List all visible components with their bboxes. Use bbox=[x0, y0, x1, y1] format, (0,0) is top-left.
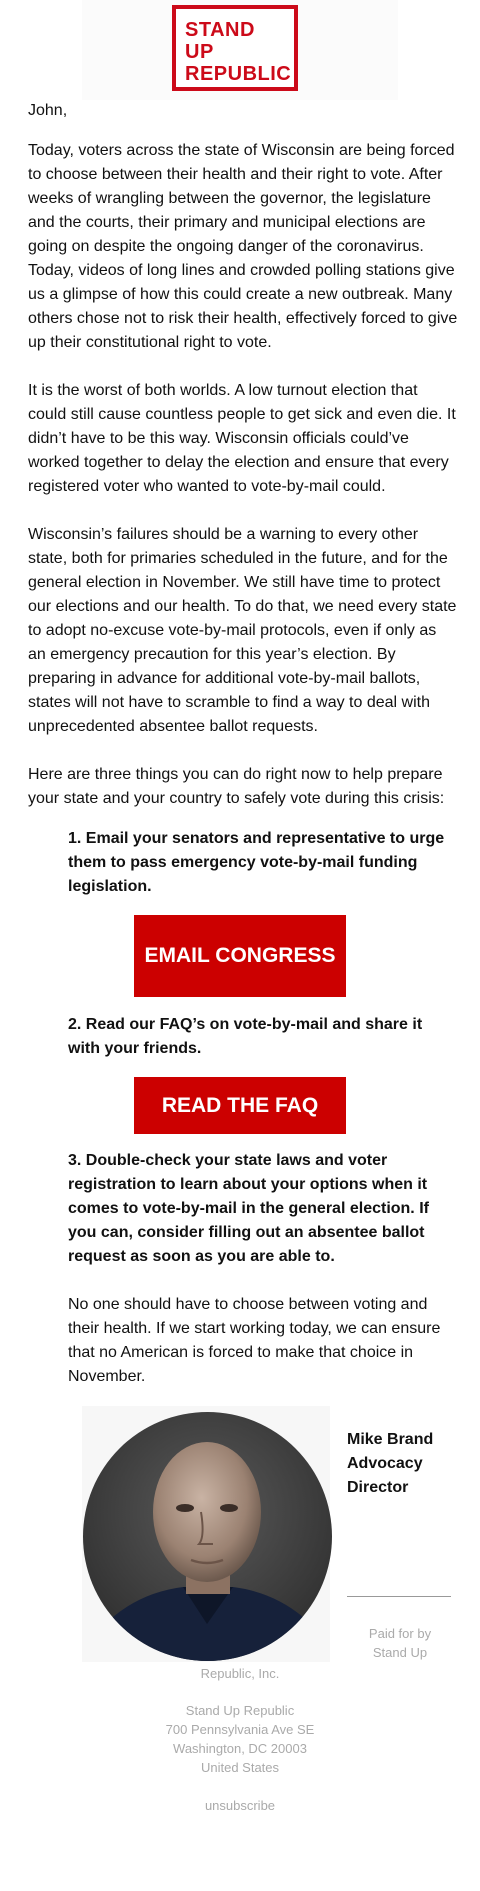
action-item-faq: 2. Read our FAQ’s on vote-by-mail and share it with your friends. bbox=[68, 1016, 423, 1057]
stand-up-republic-logo[interactable] bbox=[172, 5, 298, 91]
paid-for-disclaimer: Paid for by Stand Up bbox=[368, 1626, 432, 1660]
signature-block bbox=[347, 1428, 457, 1500]
footer-street: 700 Pennsylvania Ave SE bbox=[165, 1722, 315, 1737]
paragraph-warning: Wisconsin’s failures should be a warning to every other state, both for primaries scheduled in the future, and for the general election in November. We still have time to protect our elections and our health. To do that, we need every state to adopt no-excuse vote-by-mail protocols, even if only as an emergency precaution for this year’s election. By preparing in advance for additional vote-by-mail ballots, states will not have to scramble to find a way to deal with unprecedented absentee ballot requests. bbox=[28, 526, 457, 735]
signer-photo bbox=[83, 1412, 332, 1661]
action-item-check-laws: 3. Double-check your state laws and voter registration to learn about your options when it comes to vote-by-mail in the general election. If you can, consider filling out an absentee ballot request as soon as you are able to. bbox=[68, 1152, 429, 1265]
paragraph-worst-of-both: It is the worst of both worlds. A low turnout election that could still cause countless people to get sick and even die. It didn’t have to be this way. Wisconsin officials could’ve worked together to delay the election and ensure that every registered voter who wanted to vote-by-mail could. bbox=[28, 382, 456, 495]
footer-address bbox=[0, 1701, 480, 1777]
paragraph-intro: Today, voters across the state of Wisconsin are being forced to choose between their health and their right to vote. After weeks of wrangling between the governor, the legislature and the courts, their primary and municipal elections are going on despite the ongoing danger of the coronavirus. Today, videos of long lines and crowded polling stations give us a glimpse of how this could create a new outbreak. Many others chose not to risk their health, effectively forced to give up their constitutional right to vote. bbox=[28, 142, 458, 351]
signature-divider bbox=[347, 1596, 451, 1597]
signer-name: Mike Brand bbox=[347, 1431, 434, 1448]
header-logo-area bbox=[82, 0, 398, 100]
logo-line-up: UP bbox=[185, 41, 214, 63]
email-congress-button[interactable]: EMAIL CONGRESS bbox=[134, 915, 346, 997]
action-item-email: 1. Email your senators and representative to urge them to pass emergency vote-by-mail funding legislation. bbox=[68, 830, 445, 895]
footer-country: United States bbox=[200, 1760, 280, 1775]
footer-city: Washington, DC 20003 bbox=[173, 1741, 307, 1756]
logo-line-stand: STAND bbox=[185, 19, 255, 41]
paid-for-disclaimer-continued: Republic, Inc. bbox=[200, 1666, 280, 1681]
paragraph-three-things: Here are three things you can do right now to help prepare your state and your country to safely vote during this crisis: bbox=[28, 766, 445, 807]
footer-org: Stand Up Republic bbox=[185, 1703, 295, 1718]
greeting: John, bbox=[28, 102, 68, 119]
unsubscribe-link[interactable]: unsubscribe bbox=[204, 1798, 276, 1813]
portrait-image bbox=[83, 1412, 332, 1661]
logo-line-republic: REPUBLIC bbox=[185, 63, 292, 85]
closing-paragraph: No one should have to choose between voting and their health. If we start working today, we can ensure that no American is forced to make that choice in November. bbox=[68, 1296, 441, 1385]
signer-title: Advocacy Director bbox=[347, 1455, 423, 1496]
read-faq-button[interactable]: READ THE FAQ bbox=[134, 1077, 346, 1134]
